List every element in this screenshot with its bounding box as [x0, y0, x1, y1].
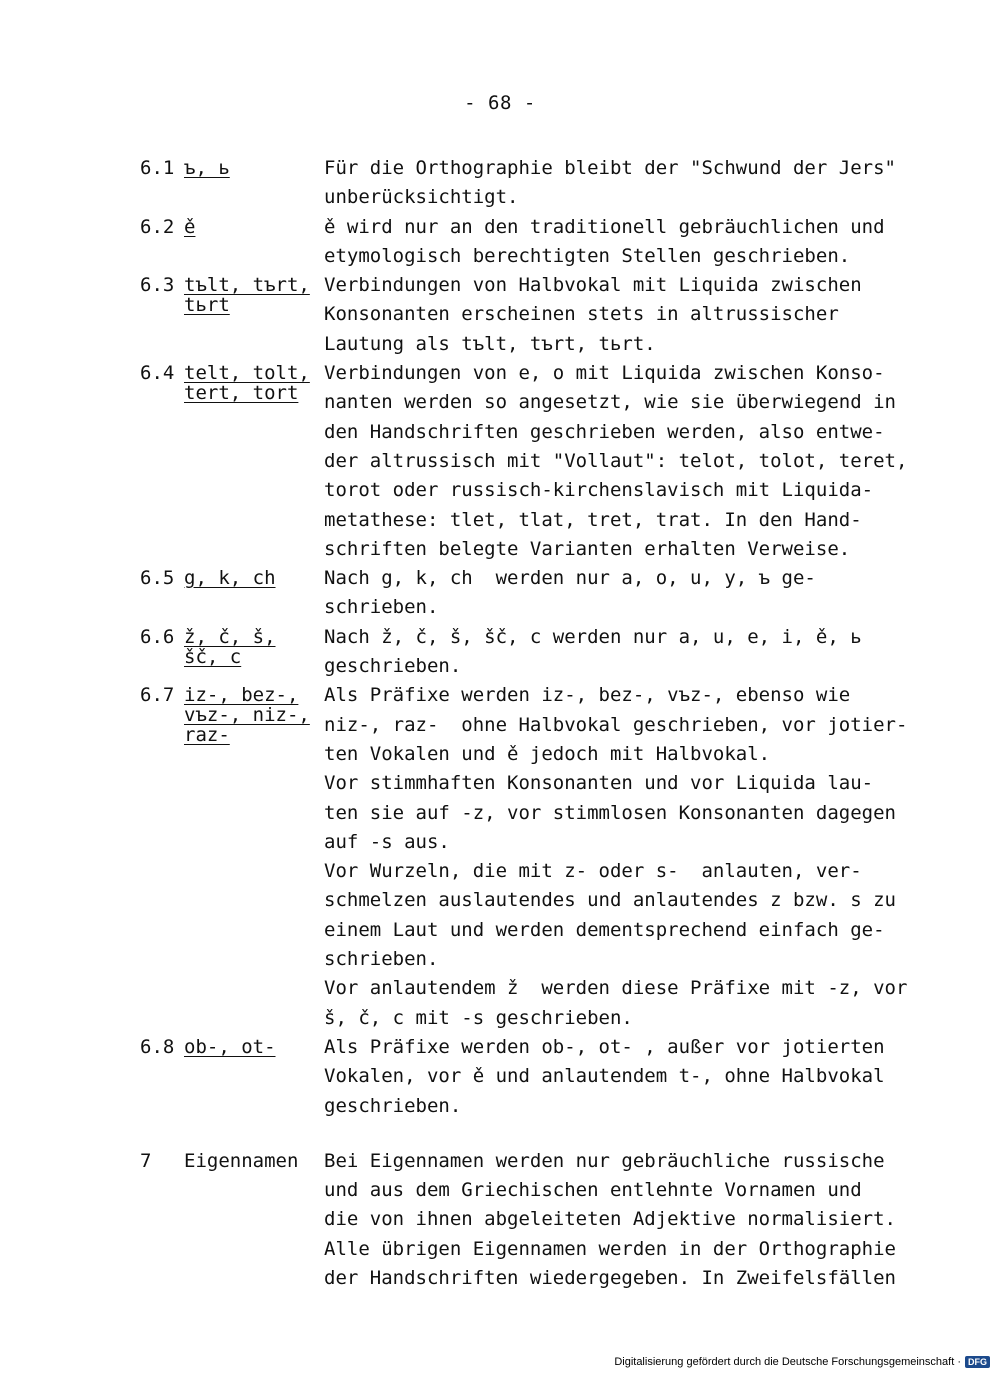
section-spacer	[140, 1121, 940, 1147]
rule-key-line: raz-	[184, 724, 230, 747]
rule-number: 6.8	[140, 1035, 175, 1058]
description-line: Nach g, k, ch werden nur a, o, u, y, ъ ge-	[324, 567, 816, 590]
rule-6-2	[140, 213, 940, 272]
rule-6-3	[140, 271, 940, 359]
description-line: Alle übrigen Eigennamen werden in der Orthographie	[324, 1237, 896, 1260]
rule-description	[324, 154, 919, 213]
description-line: metathese: tlet, tlat, tret, trat. In den Hand-	[324, 508, 862, 531]
rule-key-line: vъz-, niz-,	[184, 704, 310, 727]
rule-key	[184, 213, 324, 237]
rule-number: 6.5	[140, 567, 175, 590]
description-line: schrieben.	[324, 948, 439, 971]
rule-number: 6.4	[140, 362, 175, 385]
description-line: die von ihnen abgeleiteten Adjektive normalisiert.	[324, 1208, 896, 1231]
rule-description	[324, 271, 919, 359]
orthography-rules	[140, 154, 940, 1293]
rule-6-1	[140, 154, 940, 213]
rule-key-line: telt, tolt,	[184, 362, 310, 385]
rule-key-line: ě	[184, 215, 196, 238]
rule-6-4	[140, 359, 940, 564]
description-line: schmelzen auslautendes und anlautendes z bzw. s zu	[324, 889, 896, 912]
description-line: und aus dem Griechischen entlehnte Vornamen und	[324, 1179, 862, 1202]
rule-key-line: iz-, bez-,	[184, 684, 299, 707]
description-line: der Handschriften wiedergegeben. In Zweifelsfällen	[324, 1266, 896, 1289]
rule-key-line: g, k, ch	[184, 567, 276, 590]
rule-6-7	[140, 681, 940, 1033]
description-line: ě wird nur an den traditionell gebräuchlichen und	[324, 215, 885, 238]
description-line: auf -s aus.	[324, 830, 450, 853]
rule-6-8	[140, 1033, 940, 1121]
rule-key	[184, 564, 324, 588]
description-line: Vokalen, vor ě und anlautendem t-, ohne Halbvokal	[324, 1065, 885, 1088]
description-line: der altrussisch mit "Vollaut": telot, tolot, teret,	[324, 449, 908, 472]
dfg-logo-icon: DFG	[965, 1356, 990, 1368]
description-line: schrieben.	[324, 596, 439, 619]
rule-key-line: tьrt	[184, 294, 230, 317]
description-line: geschrieben.	[324, 1094, 462, 1117]
description-line: nanten werden so angesetzt, wie sie überwiegend in	[324, 391, 896, 414]
rule-key	[184, 1033, 324, 1057]
description-line: ten Vokalen und ě jedoch mit Halbvokal.	[324, 742, 771, 765]
description-line: Bei Eigennamen werden nur gebräuchliche russische	[324, 1149, 885, 1172]
rule-key-line: ъ, ь	[184, 157, 230, 179]
rule-7	[140, 1147, 940, 1293]
description-line: schriften belegte Varianten erhalten Verweise.	[324, 537, 851, 560]
description-line: Vor anlautendem ž werden diese Präfixe mit -z, vor	[324, 977, 908, 1000]
digitization-credit	[614, 1356, 990, 1368]
rule-key	[184, 681, 324, 745]
rule-number: 7	[140, 1149, 152, 1172]
description-line: den Handschriften geschrieben werden, also entwe-	[324, 420, 885, 443]
description-line: Als Präfixe werden iz-, bez-, vъz-, ebenso wie	[324, 684, 851, 707]
description-line: Vor Wurzeln, die mit z- oder s- anlauten, ver-	[324, 860, 862, 883]
rule-key-line: šč, c	[184, 645, 242, 668]
description-line: Konsonanten erscheinen stets in altrussischer	[324, 303, 839, 326]
rule-key-line: tъlt, tъrt,	[184, 274, 310, 297]
description-line: Als Präfixe werden ob-, ot- , außer vor jotierten	[324, 1035, 885, 1058]
rule-key	[184, 1147, 324, 1171]
description-line: Verbindungen von e, o mit Liquida zwischen Konso-	[324, 362, 885, 385]
description-line: Nach ž, č, š, šč, c werden nur a, u, e, i, ě, ь	[324, 625, 862, 648]
rule-key	[184, 623, 324, 667]
description-line: unberücksichtigt.	[324, 186, 519, 209]
rule-key	[184, 271, 324, 315]
rule-number: 6.3	[140, 274, 175, 297]
description-line: Vor stimmhaften Konsonanten und vor Liquida lau-	[324, 772, 874, 795]
rule-number: 6.7	[140, 684, 175, 707]
rule-description	[324, 1033, 919, 1121]
description-line: torot oder russisch-kirchenslavisch mit Liquida-	[324, 479, 874, 502]
rule-6-5	[140, 564, 940, 623]
rule-description	[324, 213, 919, 272]
description-line: ten sie auf -z, vor stimmlosen Konsonanten dagegen	[324, 801, 896, 824]
rule-description	[324, 1147, 919, 1293]
page-number: - 68 -	[464, 92, 536, 114]
rule-key-line: ob-, ot-	[184, 1035, 276, 1058]
description-line: Für die Orthographie bleibt der "Schwund der Jers"	[324, 157, 896, 179]
rule-number: 6.1	[140, 157, 175, 179]
rule-description	[324, 564, 919, 623]
rule-key-line: Eigennamen	[184, 1149, 299, 1172]
description-line: etymologisch berechtigten Stellen geschrieben.	[324, 244, 851, 267]
rule-key	[184, 154, 324, 178]
rule-number: 6.2	[140, 215, 175, 238]
rule-description	[324, 623, 919, 682]
rule-key-line: tert, tort	[184, 382, 299, 405]
rule-6-6	[140, 623, 940, 682]
description-line: niz-, raz- ohne Halbvokal geschrieben, vor jotier-	[324, 713, 908, 736]
description-line: Lautung als tъlt, tъrt, tьrt.	[324, 332, 656, 355]
footer-text: Digitalisierung gefördert durch die Deutsche Forschungsgemeinschaft ·	[614, 1356, 961, 1368]
rule-key	[184, 359, 324, 403]
description-line: einem Laut und werden dementsprechend einfach ge-	[324, 918, 885, 941]
rule-description	[324, 359, 919, 564]
description-line: Verbindungen von Halbvokal mit Liquida zwischen	[324, 274, 862, 297]
rule-key-line: ž, č, š,	[184, 625, 276, 648]
rule-description	[324, 681, 919, 1033]
rule-number: 6.6	[140, 625, 175, 648]
description-line: geschrieben.	[324, 655, 462, 678]
description-line: š, č, c mit -s geschrieben.	[324, 1006, 633, 1029]
